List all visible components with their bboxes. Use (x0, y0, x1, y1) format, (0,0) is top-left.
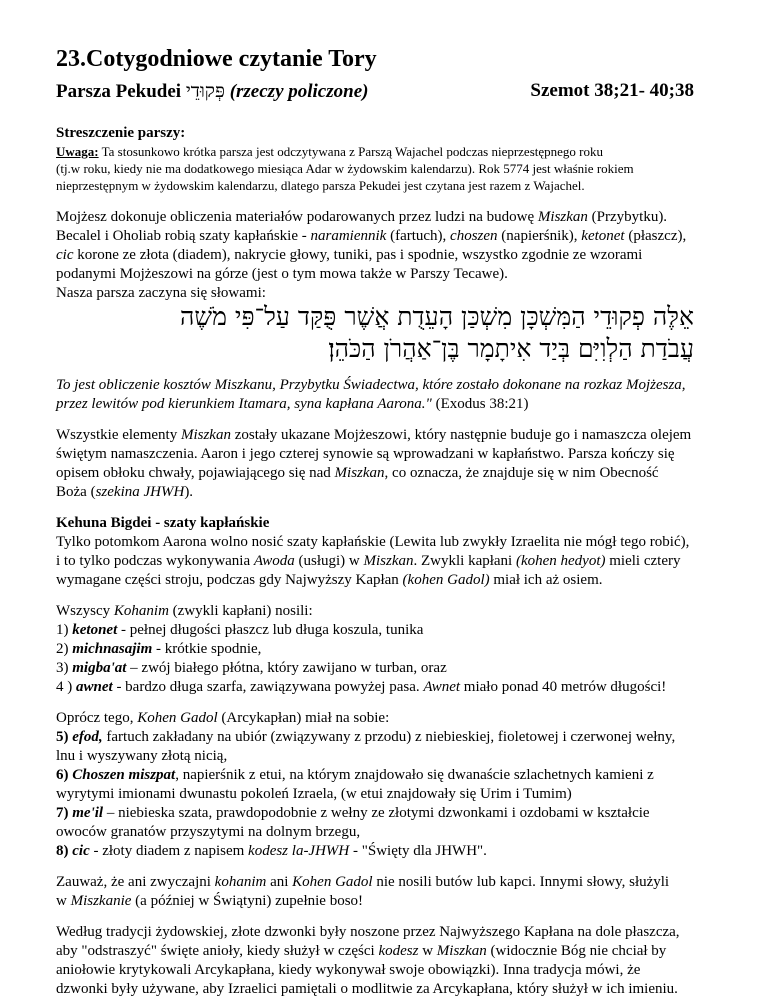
para1-line-2: Becalel i Oholiab robią szaty kapłańskie - naramiennik (fartuch), choszen (napierśnik), ketonet (płaszcz), (56, 228, 687, 244)
para4-line-1: Według tradycji żydowskiej, złote dzwonki były noszone przez Najwyższego Kapłana na dole płaszcza, (56, 924, 680, 940)
list-item: 5) efod, fartuch zakładany na ubiór (związywany z przodu) z niebieskiej, fioletowej i czerwonej wełny, (56, 729, 676, 745)
parsha-name (56, 80, 368, 103)
kehuna-line-3: wymagane części stroju, podczas gdy Najwyższy Kapłan (kohen Gadol) miał ich aż osiem. (56, 572, 603, 588)
list-item: 8) cic - złoty diadem z napisem kodesz la-JHWH - "Święty dla JHWH". (56, 843, 487, 859)
list-item: 3) migba'at – zwój białego płótna, który zawijano w turban, oraz (56, 660, 447, 676)
scripture-reference: Szemot 38;21- 40;38 (530, 80, 694, 101)
parsha-hebrew: פְּקוּדֵי (185, 80, 225, 102)
para1-line-3: cic korone ze złota (diadem), nakrycie głowy, tuniki, pas i spodnie, wszystko zgodnie ze wzorami (56, 247, 643, 263)
translation-line-1: To jest obliczenie kosztów Miszkanu, Przybytku Świadectwa, które zostało dokonane na rozkaz Mojżesza, (56, 377, 686, 393)
summary-heading: Streszczenie parszy: (56, 125, 186, 141)
para3-line-2: w Miszkanie (a później w Świątyni) zupełnie boso! (56, 893, 364, 909)
translation-line-2: przez lewitów pod kierunkiem Itamara, syna kapłana Aarona." (Exodus 38:21) (56, 396, 529, 412)
hebrew-verse-line-1: אֵלֶּה פְקוּדֵי הַמִּשְׁכָּן מִשְׁכַּן הָעֵדֻת אֲשֶׁר פֻּקַּד עַל־פִּי מֹשֶׁה (180, 302, 694, 331)
kohanim-intro: Wszyscy Kohanim (zwykli kapłani) nosili: (56, 603, 313, 619)
para4-line-3: aniołowie krytykowali Arcykapłana, kiedy wykonywał swoje obowiązki). Inna tradycja mówi, że (56, 962, 641, 978)
para2-line-1: Wszystkie elementy Miszkan zostały ukazane Mojżeszowi, który następnie buduje go i namaszcza olejem (56, 427, 692, 443)
parsha-translation: (rzeczy policzone) (229, 81, 369, 102)
note-line-1: Uwaga: Ta stosunkowo krótka parsza jest odczytywana z Parszą Wajachel podczas nieprzestępnego roku (56, 144, 603, 159)
para1-line-4: podanymi Mojżeszowi na górze (jest o tym mowa także w Parszy Tecawe). (56, 266, 508, 282)
list-item: 4 ) awnet - bardzo długa szarfa, zawiązywana powyżej pasa. Awnet miało ponad 40 metrów długości! (56, 679, 667, 695)
para4-line-2: aby "odstraszyć" święte anioły, kiedy służył w części kodesz w Miszkan (widocznie Bóg nie chciał by (56, 943, 667, 959)
parsha-label: Parsza Pekudei (56, 81, 182, 102)
list-item: 6) Choszen miszpat, napierśnik z etui, na którym znajdowało się dwanaście szlachetnych kamieni z (56, 767, 654, 783)
list-item: 2) michnasajim - krótkie spodnie, (56, 641, 262, 657)
note-line-2: (tj.w roku, kiedy nie ma dodatkowego miesiąca Adar w żydowskim kalendarzu). Rok 5774 jest właśnie rokiem (56, 161, 634, 176)
para1-line-5: Nasza parsza zaczyna się słowami: (56, 285, 266, 301)
translation-reference: (Exodus 38:21) (431, 396, 529, 412)
para2-line-4: Boża (szekina JHWH). (56, 484, 194, 500)
para4-line-4: dzwonki były używane, aby Izraelici pamiętali o modlitwie za Arcykapłana, który służył w ich imieniu. (56, 981, 678, 997)
para1-line-1: Mojżesz dokonuje obliczenia materiałów podarowanych przez ludzi na budowę Miszkan (Przybytku). (56, 209, 668, 225)
gadol-intro: Oprócz tego, Kohen Gadol (Arcykapłan) miał na sobie: (56, 710, 390, 726)
kehuna-heading: Kehuna Bigdei - szaty kapłańskie (56, 515, 270, 531)
list-item-continuation: wyrytymi imionami dwunastu pokoleń Izraela, (w etui znajdowały się Urim i Tumim) (56, 786, 572, 802)
list-item: 7) me'il – niebieska szata, prawdopodobnie z wełny ze złotymi dzwonkami i ozdobami w kształcie (56, 805, 650, 821)
note-label: Uwaga: (56, 144, 99, 159)
list-item-continuation: owoców granatów przyszytymi na dolnym brzegu, (56, 824, 361, 840)
para3-line-1: Zauważ, że ani zwyczajni kohanim ani Kohen Gadol nie nosili butów lub kapci. Innymi słowy, służyli (56, 874, 670, 890)
kehuna-line-1: Tylko potomkom Aarona wolno nosić szaty kapłańskie (Lewita lub zwykły Izraelita nie mógł tego robić), (56, 534, 690, 550)
para2-line-3: opisem obłoku chwały, pojawiającego się nad Miszkan, co oznacza, że znajduje się w nim Obecność (56, 465, 659, 481)
list-item: 1) ketonet - pełnej długości płaszcz lub długa koszula, tunika (56, 622, 424, 638)
kehuna-line-2: i to tylko podczas wykonywania Awoda (usługi) w Miszkan. Zwykli kapłani (kohen hedyot) mieli cztery (56, 553, 681, 569)
hebrew-verse-line-2: עֲבֹדַת הַלְוִיִּם בְּיַד אִיתָמָר בֶּן־אַהֲרֹן הַכֹּהֵן׃ (328, 334, 694, 363)
note-line-3: nieprzestępnym w żydowskim kalendarzu, dlatego parsza Pekudei jest czytana jest razem z Wajachel. (56, 178, 585, 193)
para2-line-2: świętym namaszczenia. Aaron i jego czterej synowie są wprowadzani w kapłaństwo. Parsza kończy się (56, 446, 675, 462)
page-title: 23.Cotygodniowe czytanie Tory (56, 46, 377, 72)
list-item-continuation: lnu i wyszywany złotą nicią, (56, 748, 228, 764)
